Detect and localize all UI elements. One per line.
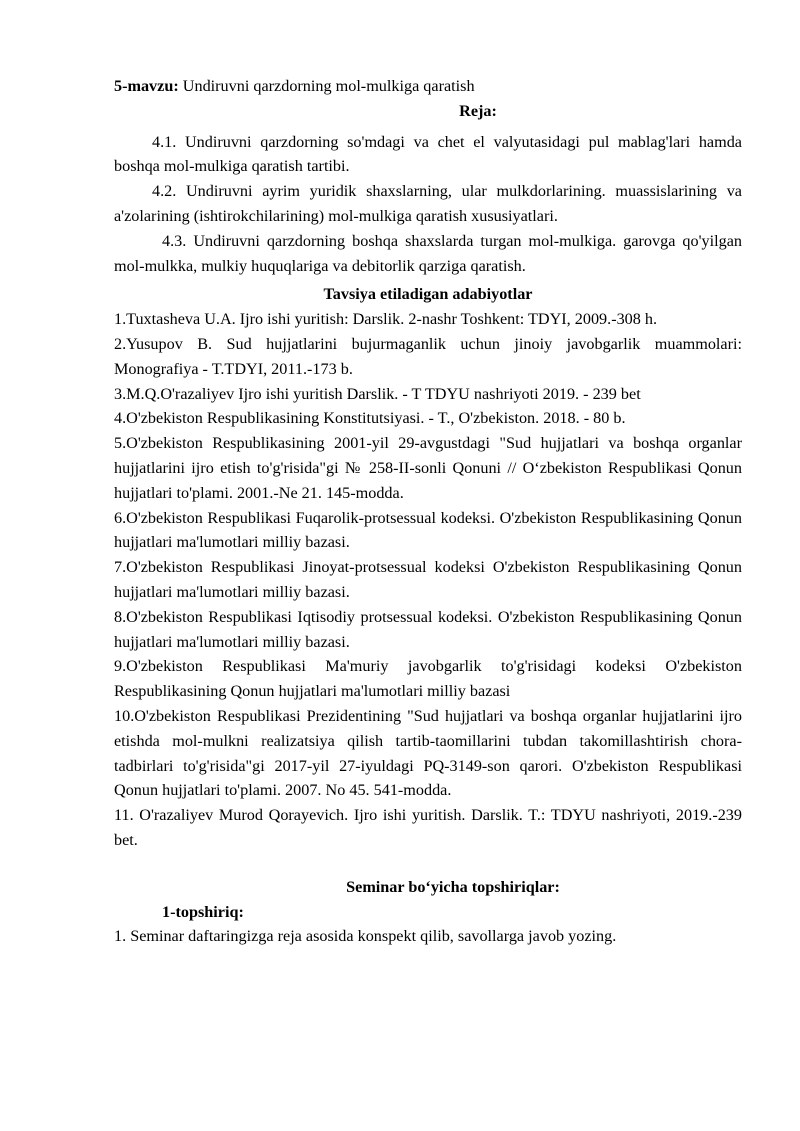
task-title: 1-topshiriq: [162, 902, 244, 921]
literature-item-1: 1.Tuxtasheva U.A. Ijro ishi yuritish: Darslik. 2-nashr Toshkent: TDYI, 2009.-308 h. [114, 310, 658, 329]
topic-title: Undiruvni qarzdorning mol-mulkiga qaratish [178, 77, 475, 95]
topic-line [114, 74, 742, 99]
literature-item-3: 3.M.Q.O'razaliyev Ijro ishi yuritish Darslik. - T TDYU nashriyoti 2019. - 239 bet [114, 384, 641, 403]
literature-item-10: 10.O'zbekiston Respublikasi Prezidentining "Sud hujjatlari va boshqa organlar hujjatlarini ijro etishda mol-mulkni realizatsiya qilish tartib-taomillarini tubdan takomillashtirish chora-tadbirlari to'g'risida"gi 2017-yil 27-iyuldagi PQ-3149-son qarori. O'zbekiston Respublikasi Qonun hujjatlari to'plami. 2007. No 45. 541-modda. [114, 706, 742, 800]
literature-item-7: 7.O'zbekiston Respublikasi Jinoyat-protsessual kodeksi O'zbekiston Respublikasining Qonun hujjatlari ma'lumotlari milliy bazasi. [114, 558, 742, 601]
seminar-heading: Seminar bo‘yicha topshiriqlar: [346, 877, 560, 896]
literature-item-4: 4.O'zbekiston Respublikasining Konstitutsiyasi. - T., O'zbekiston. 2018. - 80 b. [114, 409, 626, 428]
plan-list [114, 130, 742, 279]
plan-item-3: 4.3. Undiruvni qarzdorning boshqa shaxslarda turgan mol-mulkiga. garovga qo'yilgan mol-mulkka, mulkiy huquqlariga va debitorlik qarziga qaratish. [114, 231, 742, 275]
plan-heading: Reja: [459, 101, 497, 120]
task-text: 1. Seminar daftaringizga reja asosida konspekt qilib, savollarga javob yozing. [114, 927, 617, 946]
topic-label: 5-mavzu: [114, 77, 179, 95]
literature-item-2: 2.Yusupov B. Sud hujjatlarini bujurmaganlik uchun jinoiy javobgarlik muammolari: Monografiya - T.TDYI, 2011.-173 b. [114, 334, 742, 378]
document-page [114, 74, 742, 949]
literature-item-9: 9.O'zbekiston Respublikasi Ma'muriy javobgarlik to'g'risidagi kodeksi O'zbekiston Respublikasining Qonun hujjatlari ma'lumotlari milliy bazasi [114, 657, 742, 701]
literature-item-11: 11. O'razaliyev Murod Qorayevich. Ijro ishi yuritish. Darslik. T.: TDYU nashriyoti, 2019.-239 bet. [114, 806, 742, 849]
plan-item-1: 4.1. Undiruvni qarzdorning so'mdagi va chet el valyutasidagi pul mablag'lari hamda boshqa mol-mulkiga qaratish tartibi. [114, 132, 742, 176]
literature-item-6: 6.O'zbekiston Respublikasi Fuqarolik-protsessual kodeksi. O'zbekiston Respublikasining Qonun hujjatlari ma'lumotlari milliy bazasi. [114, 508, 742, 552]
literature-item-5: 5.O'zbekiston Respublikasining 2001-yil 29-avgustdagi "Sud hujjatlari va boshqa organlar hujjatlarini ijro etish to'g'risida"gi № 258-II-sonli Qonuni // O‘zbekiston Respublikasi Qonun hujjatlari to'plami. 2001.-Ne 21. 145-modda. [114, 434, 742, 502]
plan-item-2: 4.2. Undiruvni ayrim yuridik shaxslarning, ular mulkdorlarining. muassislarining va a'zolarining (ishtirokchilarining) mol-mulkiga qaratish xususiyatlari. [114, 182, 742, 225]
literature-list [114, 307, 742, 853]
literature-heading: Tavsiya etiladigan adabiyotlar [323, 285, 533, 304]
literature-item-8: 8.O'zbekiston Respublikasi Iqtisodiy protsessual kodeksi. O'zbekiston Respublikasining Qonun hujjatlari ma'lumotlari milliy bazasi. [114, 607, 742, 651]
